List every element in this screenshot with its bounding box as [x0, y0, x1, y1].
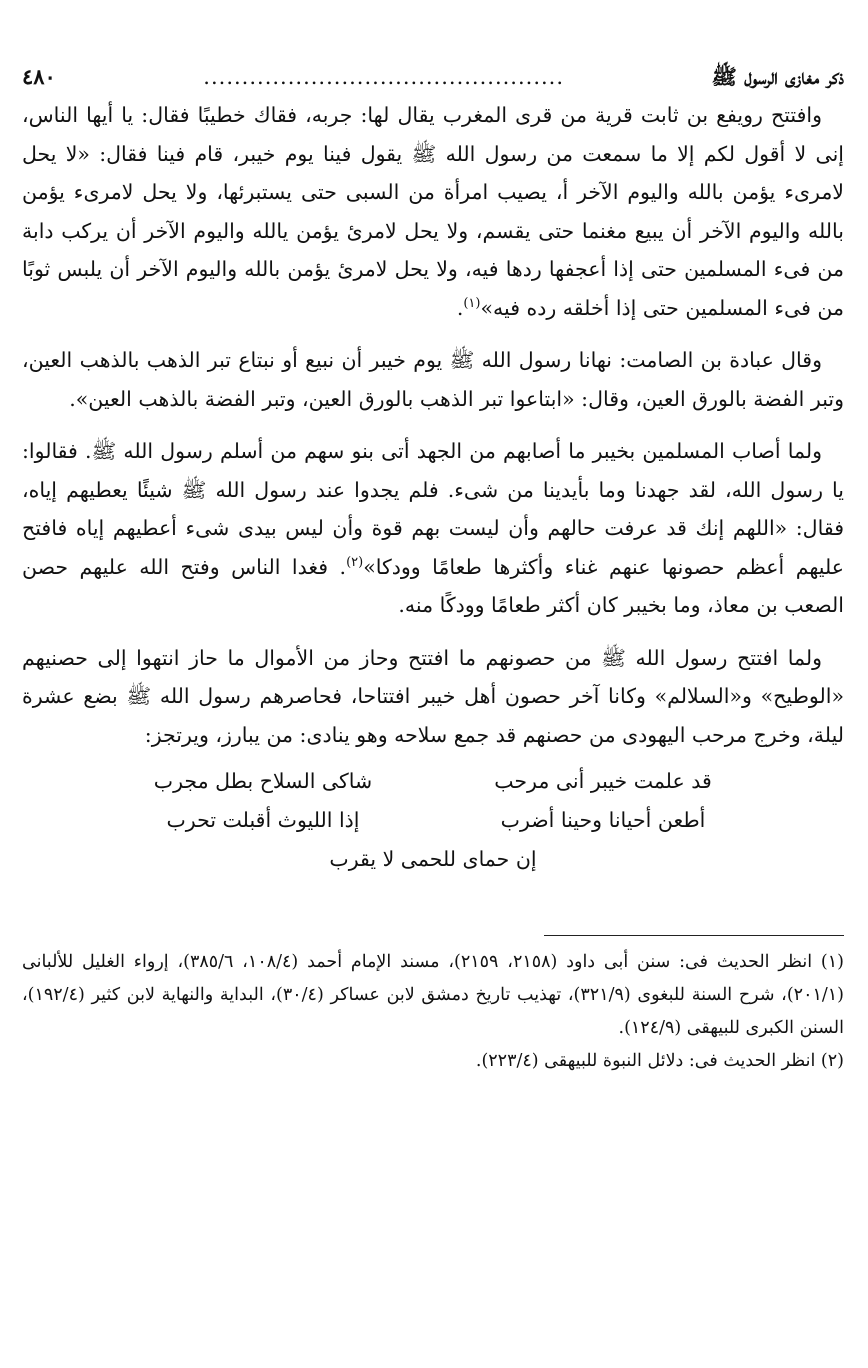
- paragraph: [22, 432, 844, 625]
- running-title: ذكر مغازى الرسول ﷺ: [711, 64, 844, 89]
- verse-first-hemistich: أطعن أحيانا وحينا أضرب: [500, 808, 706, 832]
- footnote-divider: [544, 935, 844, 936]
- poem-verse: [113, 801, 753, 840]
- paragraph-tail: . فغدا الناس وفتح الله عليهم حصن الصعب بن معاذ، وما بخيبر كان أكثر طعامًا وودكًا منه.: [22, 554, 844, 617]
- leader-dots: ...............................................: [203, 65, 565, 89]
- footnote: (١) انظر الحديث فى: سنن أبى داود (٢١٥٨، ٢١٥٩)، مسند الإمام أحمد (١٠٨/٤، ٣٨٥/٦)، إرواء الغليل للألبانى (٢٠١/١)، شرح السنة للبغوى (٣٢١/٩)، تهذيب تاريخ دمشق لابن عساكر (٣٠/٤)، البداية والنهاية لابن كثير (١٩٢/٤)، السنن الكبرى للبيهقى (١٢٤/٩).: [22, 952, 844, 1038]
- footnote-ref: (٢): [346, 554, 364, 570]
- verse-first-hemistich: قد علمت خيبر أنى مرحب: [494, 769, 712, 793]
- paragraph-text: ولما أصاب المسلمين بخيبر ما أصابهم من الجهد أتى بنو سهم من أسلم رسول الله ﷺ. فقالوا: يا رسول الله، لقد جهدنا وما بأيدينا من شىء. فلم يجدوا عند رسول الله ﷺ شيئًا يعطيهم إياه، فقال: «اللهم إنك قد عرفت حالهم وأن ليست بهم قوة وأن ليس بيدى شىء أعطيهم إياه فافتح عليهم أعظم حصونها عنهم غناء وأكثرها طعامًا وودكا»: [22, 439, 844, 579]
- paragraph-text: وقال عبادة بن الصامت: نهانا رسول الله ﷺ يوم خيبر أن نبيع أو نبتاع تبر الذهب بالذهب العين، وتبر الفضة بالورق العين، وقال: «ابتاعوا تبر الذهب بالورق العين، وتبر الفضة بالذهب العين».: [22, 348, 844, 411]
- poem-verse: [113, 762, 753, 801]
- paragraph-text: ولما افتتح رسول الله ﷺ من حصونهم ما افتتح وحاز من الأموال ما حاز انتهوا إلى حصنيهم «الوطيح» و«السلالم» وكانا آخر حصون أهل خيبر افتتاحا، فحاصرهم رسول الله ﷺ بضع عشرة ليلة، وخرج مرحب اليهودى من حصنهم قد جمع سلاحه وهو ينادى: من يبارز، ويرتجز:: [22, 645, 844, 747]
- paragraph: [22, 639, 844, 755]
- footnote: (٢) انظر الحديث فى: دلائل النبوة للبيهقى (٢٢٣/٤).: [475, 1051, 844, 1071]
- page-number: ٤٨٠: [22, 64, 56, 89]
- poem: [113, 762, 753, 879]
- footnotes: [22, 946, 844, 1078]
- verse-second-hemistich: شاكى السلاح بطل مجرب: [153, 769, 373, 793]
- paragraph: [22, 96, 844, 327]
- paragraph: [22, 341, 844, 418]
- footnote-ref: (١): [463, 295, 481, 311]
- poem-verse: [113, 840, 753, 879]
- paragraph-text: وافتتح رويفع بن ثابت قرية من قرى المغرب يقال لها: جربه، فقاك خطيبًا فقال: يا أيها الناس، إنى لا أقول لكم إلا ما سمعت من رسول الله ﷺ يقول فينا يوم خيبر، قام فينا فقال: «لا يحل لامرىء يؤمن بالله واليوم الآخر أ، يصيب امرأة من السبى حتى يستبرئها، ولا يحل لامرىء يؤمن بالله واليوم الآخر أن يبيع مغنما حتى يقسم، ولا يحل لامرئ يؤمن يالله واليوم الآخر أن يركب دابة من فىء المسلمين حتى إذا أعجفها ردها فيه، ولا يحل لامرئ يؤمن بالله واليوم الآخر أن يلبس ثوبًا من فىء المسلمين حتى إذا أخلقه رده فيه»: [22, 103, 844, 320]
- verse-single-hemistich: إن حماى للحمى لا يقرب: [329, 847, 537, 871]
- verse-second-hemistich: إذا الليوث أقبلت تحرب: [166, 808, 360, 832]
- book-page: [22, 58, 844, 1078]
- page-header: [22, 58, 844, 96]
- paragraph-tail: .: [456, 295, 464, 320]
